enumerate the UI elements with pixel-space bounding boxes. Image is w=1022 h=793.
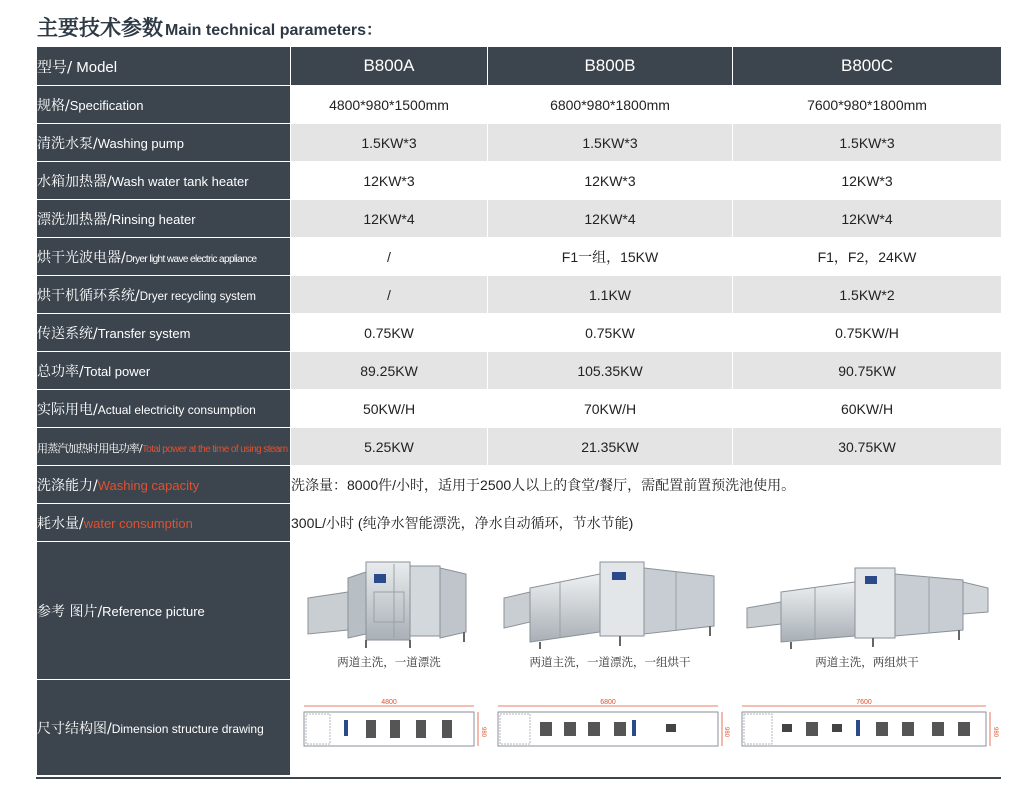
cell-b800a: 5.25KW <box>291 428 488 466</box>
reference-picture-row <box>37 542 1002 680</box>
washing-capacity-value: 洗涤量：8000件/小时，适用于2500人以上的食堂/餐厅，需配置前置预洗池使用。 <box>291 466 1002 504</box>
cell-b800b: 0.75KW <box>488 314 733 352</box>
row-label-cn: 型号/ <box>37 57 73 76</box>
row-label <box>37 314 291 352</box>
table-row <box>37 238 1002 276</box>
row-label <box>37 162 291 200</box>
model-label <box>37 47 291 86</box>
table-row <box>37 200 1002 238</box>
row-label-cn: 水箱加热器/ <box>37 173 112 190</box>
table-row <box>37 390 1002 428</box>
row-label-en: Wash water tank heater <box>111 173 249 189</box>
row-label <box>37 200 291 238</box>
row-label-cn: 耗水量/ <box>37 515 84 532</box>
cell-b800a: 12KW*3 <box>291 162 488 200</box>
drawing-height-label: 980 <box>480 726 486 737</box>
row-label-en: Transfer system <box>97 325 191 341</box>
drawing-cell-b800c <box>733 680 1002 776</box>
water-consumption-row <box>37 504 1002 542</box>
cell-b800c: 90.75KW <box>733 352 1002 390</box>
drawing-length-label: 4800 <box>381 698 397 706</box>
row-label-cn: 规格/ <box>37 97 70 114</box>
cell-b800a: 0.75KW <box>291 314 488 352</box>
cell-b800a: 1.5KW*3 <box>291 124 488 162</box>
model-b800c: B800C <box>733 47 1002 86</box>
cell-b800c: 0.75KW/H <box>733 314 1002 352</box>
picture-cell-b800a <box>291 542 488 680</box>
row-label-cn: 传送系统/ <box>37 325 98 342</box>
table-row <box>37 276 1002 314</box>
cell-b800a: 50KW/H <box>291 390 488 428</box>
cell-b800b: 6800*980*1800mm <box>488 86 733 124</box>
dimension-drawing-b800c <box>733 698 1001 758</box>
row-label <box>37 504 291 542</box>
water-consumption-value: 300L/小时 (纯净水智能漂洗，净水自动循环，节水节能) <box>291 504 1002 542</box>
row-label <box>37 542 291 680</box>
picture-cell-b800b <box>488 542 733 680</box>
page-title-en: Main technical parameters： <box>165 22 382 39</box>
spec-table <box>36 46 1002 776</box>
cell-b800c: 7600*980*1800mm <box>733 86 1002 124</box>
dishwasher-image-b800c <box>733 552 1001 652</box>
cell-b800c: 12KW*4 <box>733 200 1002 238</box>
row-label-en: Reference picture <box>102 603 205 619</box>
table-row <box>37 428 1002 466</box>
row-label-cn: 实际用电/ <box>37 401 98 418</box>
cell-b800b: 70KW/H <box>488 390 733 428</box>
cell-b800c: 30.75KW <box>733 428 1002 466</box>
picture-cell-b800c <box>733 542 1002 680</box>
dimension-drawing-b800a <box>291 698 487 758</box>
cell-b800a: 4800*980*1500mm <box>291 86 488 124</box>
table-header-row <box>37 47 1002 86</box>
row-label <box>37 352 291 390</box>
picture-caption: 两道主洗，一道漂洗，一组烘干 <box>529 654 691 669</box>
row-label-en: Total power at the time of using steam <box>141 444 288 455</box>
dimension-drawing-b800b <box>488 698 732 758</box>
row-label-cn: 洗涤能力/ <box>37 477 98 494</box>
cell-b800c: 12KW*3 <box>733 162 1002 200</box>
row-label-cn: 烘干机循环系统/ <box>37 287 140 304</box>
cell-b800b: F1一组，15KW <box>488 238 733 276</box>
row-label-en: Washing pump <box>97 135 184 151</box>
row-label-en: Dimension structure drawing <box>111 721 264 736</box>
row-label <box>37 390 291 428</box>
drawing-cell-b800b <box>488 680 733 776</box>
cell-b800c: F1，F2，24KW <box>733 238 1002 276</box>
row-label-en: Specification <box>69 97 144 113</box>
row-label-en: Model <box>72 58 118 76</box>
picture-caption: 两道主洗，两组烘干 <box>815 654 919 669</box>
washing-capacity-row <box>37 466 1002 504</box>
table-row <box>37 124 1002 162</box>
dishwasher-image-b800a <box>291 552 487 652</box>
bottom-divider <box>36 777 1001 779</box>
model-b800a: B800A <box>291 47 488 86</box>
cell-b800b: 105.35KW <box>488 352 733 390</box>
cell-b800b: 12KW*3 <box>488 162 733 200</box>
row-label <box>37 238 291 276</box>
cell-b800a: / <box>291 238 488 276</box>
row-label <box>37 86 291 124</box>
picture-caption: 两道主洗，一道漂洗 <box>337 654 441 669</box>
row-label-en: water consumption <box>83 515 193 531</box>
dimension-drawing-row <box>37 680 1002 776</box>
row-label <box>37 466 291 504</box>
drawing-length-label: 6800 <box>600 698 616 706</box>
drawing-height-label: 980 <box>992 726 998 737</box>
row-label-cn: 漂洗加热器/ <box>37 211 112 228</box>
table-row <box>37 86 1002 124</box>
row-label-cn: 参考 图片/ <box>37 603 103 620</box>
table-row <box>37 352 1002 390</box>
table-row <box>37 314 1002 352</box>
model-b800b: B800B <box>488 47 733 86</box>
row-label <box>37 428 291 466</box>
row-label-en: Washing capacity <box>97 477 200 493</box>
page-title <box>37 12 382 42</box>
row-label-en: Total power <box>83 363 151 379</box>
cell-b800a: 89.25KW <box>291 352 488 390</box>
row-label-en: Dryer light wave electric appliance <box>125 253 257 265</box>
row-label <box>37 276 291 314</box>
cell-b800b: 12KW*4 <box>488 200 733 238</box>
cell-b800c: 60KW/H <box>733 390 1002 428</box>
row-label <box>37 124 291 162</box>
row-label-cn: 尺寸结构图/ <box>37 720 112 737</box>
drawing-length-label: 7600 <box>856 698 872 706</box>
row-label-en: Actual electricity consumption <box>97 402 256 417</box>
cell-b800a: / <box>291 276 488 314</box>
cell-b800b: 1.5KW*3 <box>488 124 733 162</box>
dishwasher-image-b800b <box>488 552 732 652</box>
table-row <box>37 162 1002 200</box>
row-label <box>37 680 291 776</box>
row-label-cn: 总功率/ <box>37 363 84 380</box>
cell-b800c: 1.5KW*2 <box>733 276 1002 314</box>
page-title-cn: 主要技术参数 <box>37 15 163 40</box>
row-label-cn: 用蒸汽加热时用电功率/ <box>37 442 142 455</box>
row-label-cn: 清洗水泵/ <box>37 135 98 152</box>
cell-b800c: 1.5KW*3 <box>733 124 1002 162</box>
row-label-en: Dryer recycling system <box>139 290 257 303</box>
drawing-height-label: 980 <box>723 726 729 737</box>
drawing-cell-b800a <box>291 680 488 776</box>
row-label-en: Rinsing heater <box>111 211 196 227</box>
cell-b800a: 12KW*4 <box>291 200 488 238</box>
cell-b800b: 21.35KW <box>488 428 733 466</box>
row-label-cn: 烘干光波电器/ <box>37 249 126 266</box>
cell-b800b: 1.1KW <box>488 276 733 314</box>
